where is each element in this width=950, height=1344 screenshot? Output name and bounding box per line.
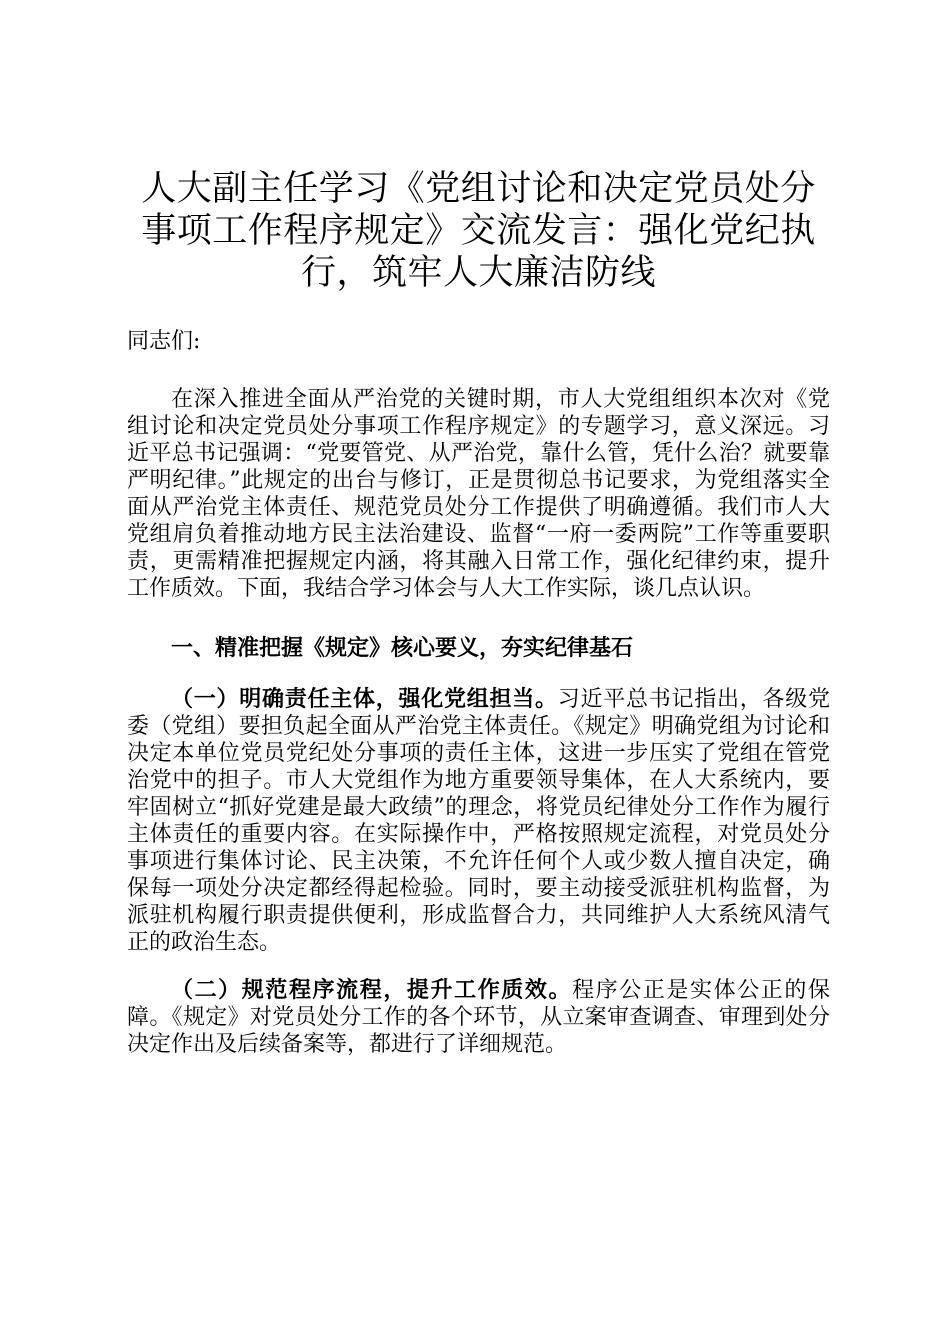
salutation: 同志们: — [127, 329, 201, 354]
subsection-paragraph-2 — [127, 977, 830, 1058]
subsection-paragraph-1 — [127, 686, 830, 956]
subsection-2-text: 程序公正是实体公正的保障。《规定》对党员处分工作的各个环节，从立案审查调查、审理到处分决定作出及后续备案等，都进行了详细规范。 — [127, 978, 830, 1057]
section-heading: 一、精准把握《规定》核心要义，夯实纪律基石 — [171, 636, 634, 661]
intro-paragraph: 在深入推进全面从严治党的关键时期，市人大党组组织本次对《党组讨论和决定党员处分事项工作程序规定》的专题学习，意义深远。习近平总书记强调：“党要管党、从严治党，靠什么管，凭什么治？就要靠严明纪律。”此规定的出台与修订，正是贯彻总书记要求，为党组落实全面从严治党主体责任、规范党员处分工作提供了明确遵循。我们市人大党组肩负着推动地方民主法治建设、监督“一府一委两院”工作等重要职责，更需精准把握规定内涵，将其融入日常工作，强化纪律约束，提升工作质效。下面，我结合学习体会与人大工作实际，谈几点认识。 — [127, 387, 830, 601]
subsection-1-text: 习近平总书记指出，各级党委（党组）要担负起全面从严治党主体责任。《规定》明确党组为讨论和决定本单位党员党纪处分事项的责任主体，这进一步压实了党组在管党治党中的担子。市人大党组作为地方重要领导集体，在人大系统内，要牢固树立“抓好党建是最大政绩”的理念，将党员纪律处分工作作为履行主体责任的重要内容。在实际操作中，严格按照规定流程，对党员处分事项进行集体讨论、民主决策，不允许任何个人或少数人擅自决定，确保每一项处分决定都经得起检验。同时，要主动接受派驻机构监督，为派驻机构履行职责提供便利，形成监督合力，共同维护人大系统风清气正的政治生态。 — [127, 687, 830, 955]
document-title: 人大副主任学习《党组讨论和决定党员处分事项工作程序规定》交流发言：强化党纪执行，筑牢人大廉洁防线 — [141, 169, 816, 293]
subsection-1-lead: （一）明确责任主体，强化党组担当。 — [171, 687, 558, 712]
document-page — [127, 168, 830, 1058]
subsection-2-lead: （二）规范程序流程，提升工作质效。 — [171, 978, 573, 1003]
